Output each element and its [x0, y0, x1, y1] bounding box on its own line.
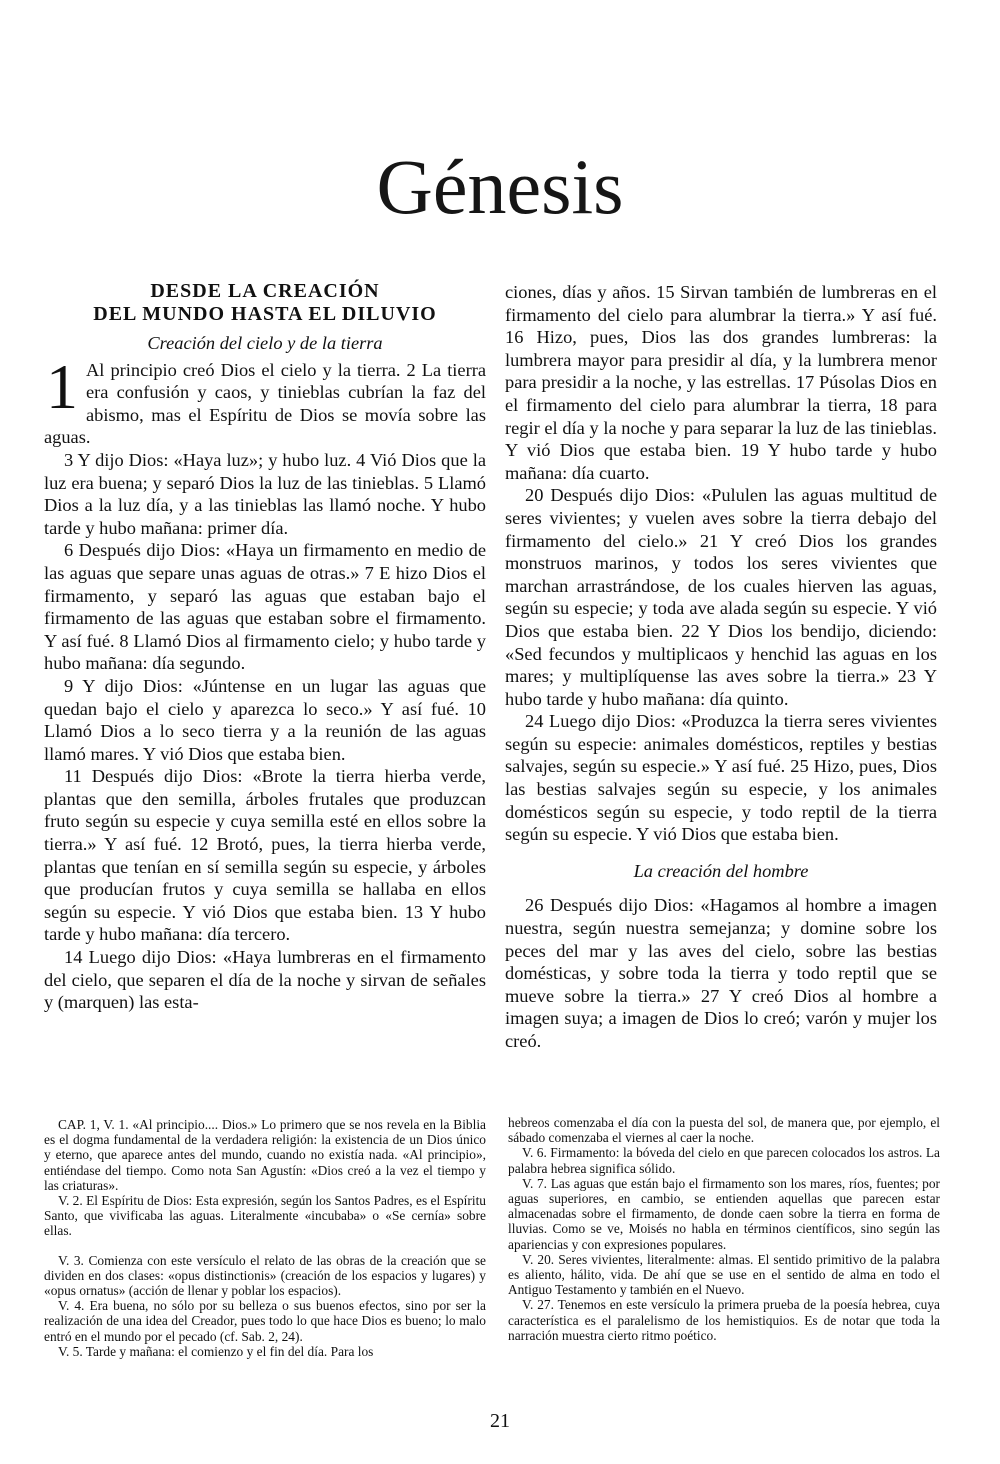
footnote: V. 20. Seres vivientes, literalmente: almas. El sentido primitivo de la palabra es aliento, hálito, vida. De ahí que se use en el sentido de alma en todo el Antiguo Testamento y también en el Nuevo.: [508, 1251, 940, 1298]
paragraph-text: Al principio creó Dios el cielo y la tierra. 2 La tierra era confusión y caos, y tinieblas cubrían la faz del abismo, mas el Espíritu de Dios se movía sobre las aguas.: [44, 359, 486, 448]
footnotes-left: [44, 1117, 486, 1359]
paragraph: ciones, días y años. 15 Sirvan también de lumbreras en el firmamento del cielo para alumbrar la tierra.» Y así fué. 16 Hizo, pues, Dios las dos grandes lumbreras: la lumbrera mayor para presidir al día, y la lumbrera menor para presidir a la noche, y las estrellas. 17 Púsolas Dios en el firmamento del cielo para alumbrar la tierra, 18 para regir el día y la noche y para separar la luz de las tinieblas. Y vió Dios que estaba bien. 19 Y hubo tarde y hubo mañana: día cuarto.: [505, 282, 937, 483]
subtitle-creation: Creación del cielo y de la tierra: [147, 333, 383, 353]
footnote: V. 7. Las aguas que están bajo el firmamento son los mares, ríos, fuentes; por aguas superiores, en cambio, se entienden aquellas que parecen estar almacenadas sobre el firmamento, de donde caen sobre la tierra en forma de lluvias. Como se ve, Moisés no habla en términos científicos, sino según las apariencias y con expresiones populares.: [508, 1175, 940, 1252]
footnote: hebreos comenzaba el día con la puesta del sol, de manera que, por ejemplo, el sábado comenzaba el viernes al caer la noche.: [508, 1115, 940, 1146]
footnote: V. 3. Comienza con este versículo el relato de las obras de la creación que se dividen en dos clases: «opus distinctionis» (creación de los espacios y lugares) y «opus ornatus» (acción de llenar y poblar los espacios).: [44, 1252, 486, 1299]
chapter-drop-cap: 1: [46, 350, 78, 422]
footnote: V. 4. Era buena, no sólo por su belleza o sus buenos efectos, sino por ser la realización de una idea del Creador, pues todo lo que hace Dios es bueno; lo malo entró en el mundo por el pecado (cf. Sab. 2, 24).: [44, 1298, 486, 1344]
paragraph: 9 Y dijo Dios: «Júntense en un lugar las aguas que quedan bajo el cielo y aparezca lo seco.» Y así fué. 10 Llamó Dios a lo seco tierra y a la reunión de las aguas llamó mares. Y vió Dios que estaba bien.: [44, 675, 486, 764]
footnote: V. 5. Tarde y mañana: el comienzo y el fin del día. Para los: [58, 1343, 374, 1359]
subtitle-creation-of-man: La creación del hombre: [633, 860, 809, 881]
right-column: [505, 281, 937, 1053]
footnotes-right: [508, 1115, 940, 1343]
paragraph: 26 Después dijo Dios: «Hagamos al hombre a imagen nuestra, según nuestra semejanza; y domine sobre los peces del mar y las aves del cielo, sobre las bestias domésticas, y sobre toda la tierra y todo reptil que se mueve sobre la tierra.» 27 Y creó Dios al hombre a imagen suya; a imagen de Dios lo creó; varón y mujer los creó.: [505, 895, 937, 1051]
paragraph: 14 Luego dijo Dios: «Haya lumbreras en el firmamento del cielo, que separen el día de la noche y sirvan de señales y (marquen) las esta-: [44, 947, 486, 1013]
left-column: [44, 280, 486, 1014]
paragraph: [44, 350, 486, 449]
section-title-line-1: DESDE LA CREACIÓN: [150, 280, 380, 302]
book-title: Génesis: [376, 143, 624, 230]
paragraph: 20 Después dijo Dios: «Pululen las aguas multitud de seres vivientes; y vuelen aves sobre la tierra debajo del firmamento del cielo.» 21 Y creó Dios los grandes monstruos marinos, y todos los seres vivientes que marchan arrastrándose, de los cuales hierven las aguas, según su especie; y toda ave alada según su especie. Y vió Dios que estaba bien. 22 Y Dios los bendijo, diciendo: «Sed fecundos y multiplicaos y henchid las aguas en los mares; y multiplíquense las aves sobre la tierra.» 23 Y hubo tarde y hubo mañana: día quinto.: [505, 485, 937, 709]
section-title: [44, 280, 486, 326]
page-number: 21: [490, 1410, 510, 1432]
paragraph: 24 Luego dijo Dios: «Produzca la tierra seres vivientes según su especie: animales domésticos, reptiles y bestias salvajes, según su especie.» Y así fué. 25 Hizo, pues, Dios las bestias salvajes según su especie, y los animales domésticos según su especie, y todo reptil de la tierra según su especie. Y vió Dios que estaba bien.: [505, 711, 937, 845]
footnote: V. 2. El Espíritu de Dios: Esta expresión, según los Santos Padres, es el Espíritu Santo, que vivificaba las aguas. Literalmente «incubaba» o «Se cernía» sobre ellas.: [44, 1193, 486, 1239]
footnote: V. 27. Tenemos en este versículo la primera prueba de la poesía hebrea, cuya característica es el paralelismo de los hemistiquios. Es de notar que toda la narración muestra cierto ritmo poético.: [508, 1297, 940, 1343]
section-title-line-2: DEL MUNDO HASTA EL DILUVIO: [93, 303, 437, 325]
footnote: V. 6. Firmamento: la bóveda del cielo en que parecen colocados los astros. La palabra hebrea significa sólido.: [508, 1145, 940, 1176]
paragraph: 3 Y dijo Dios: «Haya luz»; y hubo luz. 4 Vió Dios que la luz era buena; y separó Dios la luz de las tinieblas. 5 Llamó Dios a la luz día, y a las tinieblas las llamó noche. Y hubo tarde y hubo mañana: primer día.: [44, 449, 486, 538]
paragraph: 6 Después dijo Dios: «Haya un firmamento en medio de las aguas que separe unas aguas de otras.» 7 E hizo Dios el firmamento, y separó las aguas que estaban bajo el firmamento de las aguas que estaban sobre el firmamento. Y así fué. 8 Llamó Dios al firmamento cielo; y hubo tarde y hubo mañana: día segundo.: [44, 540, 486, 674]
paragraph: 11 Después dijo Dios: «Brote la tierra hierba verde, plantas que den semilla, árboles frutales que produzcan fruto según su especie y cuya semilla esté en ellos sobre la tierra.» Y así fué. 12 Brotó, pues, la tierra hierba verde, plantas que tenían en sí semilla según su especie, y árboles que producían frutos y cuya semilla se hallaba en ellos según su especie. Y vió Dios que estaba bien. 13 Y hubo tarde y hubo mañana: día tercero.: [44, 766, 486, 945]
footnote: CAP. 1, V. 1. «Al principio.... Dios.» Lo primero que se nos revela en la Biblia es el dogma fundamental de la verdadera religión: la existencia de un Dios único y eterno, que aparece antes del mundo, cuando no existía nada. «Al principio», entiéndase del tiempo. Como nota San Agustín: «Dios creó a la vez el tiempo y las criaturas».: [44, 1117, 486, 1193]
